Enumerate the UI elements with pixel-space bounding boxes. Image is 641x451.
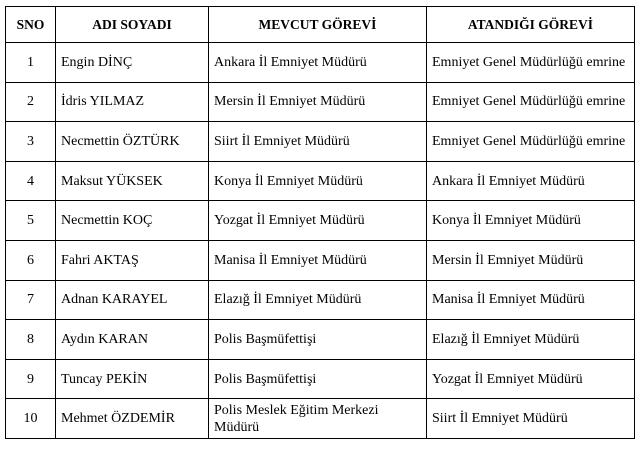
row-assigned-position: Emniyet Genel Müdürlüğü emrine (427, 43, 635, 83)
row-assigned-position: Ankara İl Emniyet Müdürü (427, 161, 635, 201)
row-assigned-position: Mersin İl Emniyet Müdürü (427, 240, 635, 280)
row-sno: 6 (6, 240, 56, 280)
row-sno: 3 (6, 122, 56, 162)
table-row (6, 399, 635, 439)
row-assigned-position: Elazığ İl Emniyet Müdürü (427, 320, 635, 360)
row-current-position: Yozgat İl Emniyet Müdürü (209, 201, 427, 241)
table-row (6, 201, 635, 241)
table-row (6, 280, 635, 320)
table-row (6, 43, 635, 83)
row-assigned-position: Emniyet Genel Müdürlüğü emrine (427, 122, 635, 162)
row-name: Maksut YÜKSEK (56, 161, 209, 201)
row-name: Mehmet ÖZDEMİR (56, 399, 209, 439)
header-current-position: MEVCUT GÖREVİ (209, 7, 427, 43)
row-current-position: Polis Başmüfettişi (209, 359, 427, 399)
row-assigned-position: Emniyet Genel Müdürlüğü emrine (427, 82, 635, 122)
row-current-position: Elazığ İl Emniyet Müdürü (209, 280, 427, 320)
row-name: Necmettin KOÇ (56, 201, 209, 241)
header-row (6, 7, 635, 43)
row-name: Adnan KARAYEL (56, 280, 209, 320)
row-assigned-position: Siirt İl Emniyet Müdürü (427, 399, 635, 439)
header-sno: SNO (6, 7, 56, 43)
table-row (6, 82, 635, 122)
row-sno: 7 (6, 280, 56, 320)
row-assigned-position: Konya İl Emniyet Müdürü (427, 201, 635, 241)
table-row (6, 122, 635, 162)
row-current-position: Polis Başmüfettişi (209, 320, 427, 360)
row-name: Tuncay PEKİN (56, 359, 209, 399)
row-name: Fahri AKTAŞ (56, 240, 209, 280)
row-name: Necmettin ÖZTÜRK (56, 122, 209, 162)
row-name: Engin DİNÇ (56, 43, 209, 83)
row-sno: 10 (6, 399, 56, 439)
row-sno: 8 (6, 320, 56, 360)
row-assigned-position: Manisa İl Emniyet Müdürü (427, 280, 635, 320)
row-assigned-position: Yozgat İl Emniyet Müdürü (427, 359, 635, 399)
row-current-position: Mersin İl Emniyet Müdürü (209, 82, 427, 122)
table-row (6, 320, 635, 360)
row-current-position: Ankara İl Emniyet Müdürü (209, 43, 427, 83)
row-current-position: Polis Meslek Eğitim Merkezi Müdürü (209, 399, 427, 439)
row-sno: 5 (6, 201, 56, 241)
table-row (6, 240, 635, 280)
header-name: ADI SOYADI (56, 7, 209, 43)
row-sno: 9 (6, 359, 56, 399)
table-row (6, 359, 635, 399)
row-current-position: Manisa İl Emniyet Müdürü (209, 240, 427, 280)
row-sno: 4 (6, 161, 56, 201)
row-sno: 2 (6, 82, 56, 122)
row-current-position: Konya İl Emniyet Müdürü (209, 161, 427, 201)
row-name: İdris YILMAZ (56, 82, 209, 122)
header-assigned-position: ATANDIĞI GÖREVİ (427, 7, 635, 43)
row-sno: 1 (6, 43, 56, 83)
row-current-position: Siirt İl Emniyet Müdürü (209, 122, 427, 162)
row-name: Aydın KARAN (56, 320, 209, 360)
table-row (6, 161, 635, 201)
appointment-table (5, 6, 635, 439)
